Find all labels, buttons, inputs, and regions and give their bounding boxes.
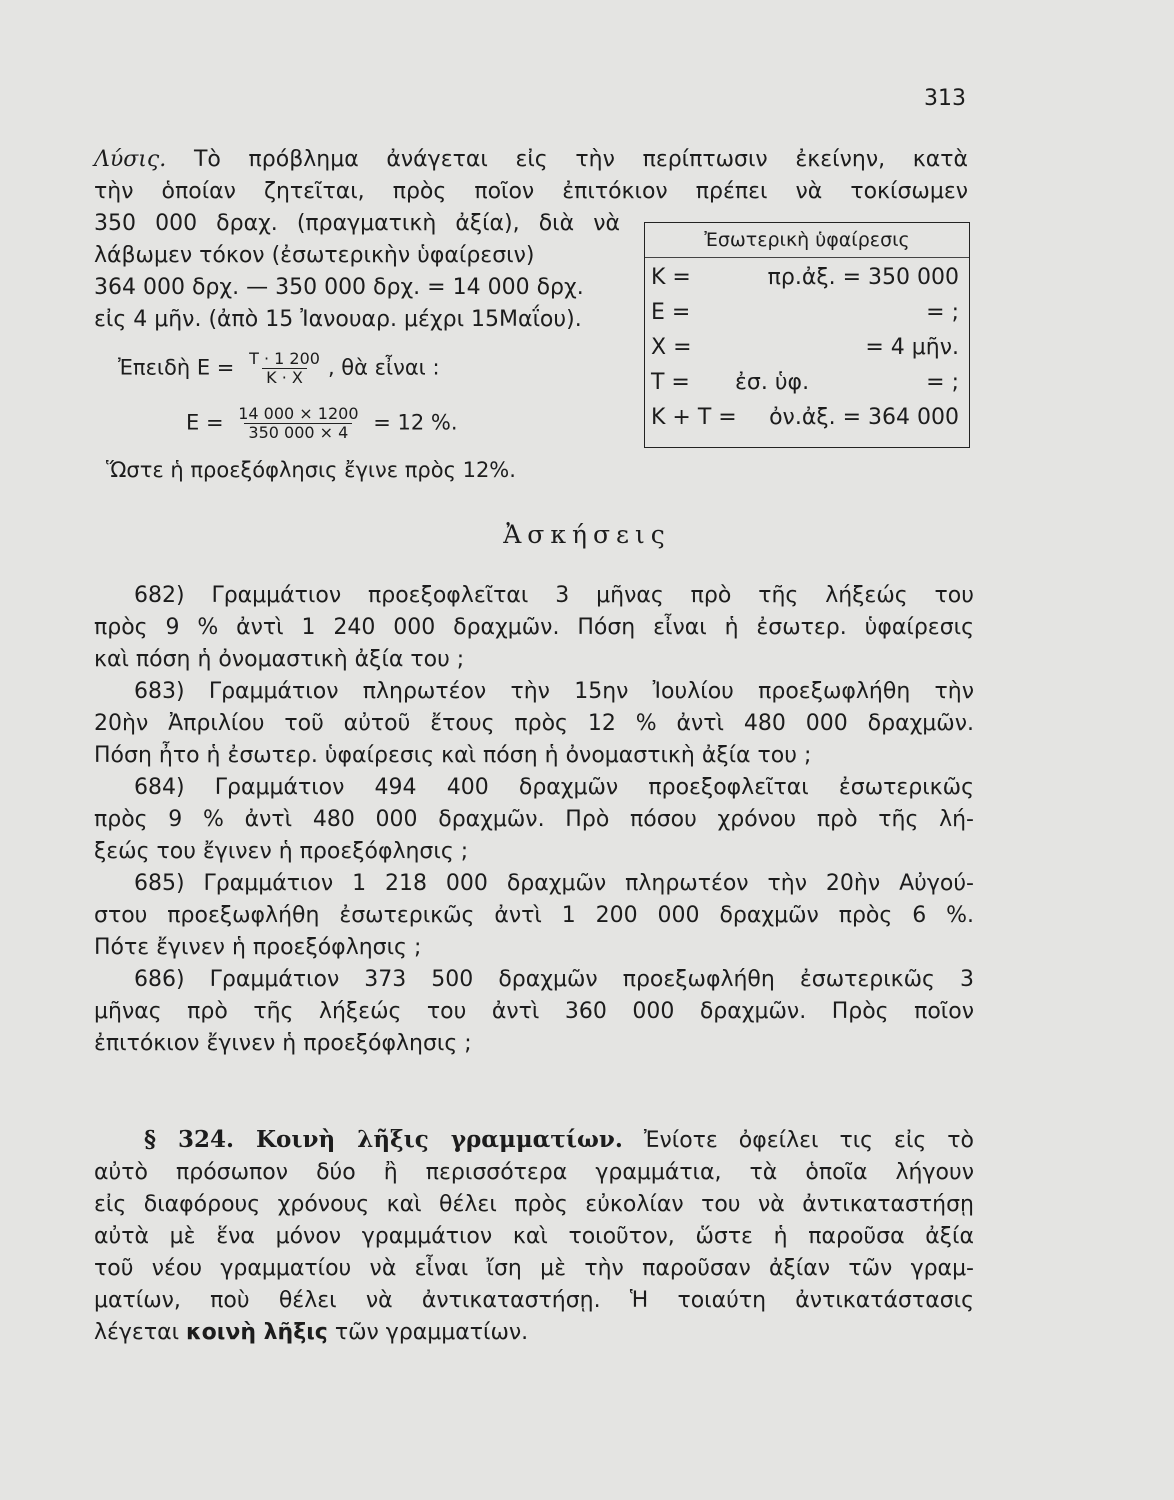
- solution-line: εἰς 4 μῆν. (ἀπὸ 15 Ἰανουαρ. μέχρι 15Μαΐου).: [94, 307, 582, 332]
- formula-conclusion: Ὥστε ἡ προεξόφλησις ἔγινε πρὸς 12%.: [106, 458, 516, 482]
- box-row: K = πρ.ἀξ. = 350 000: [651, 265, 959, 290]
- solution-line: 350 000 δραχ. (πραγματικὴ ἀξία), διὰ νὰ: [94, 211, 620, 236]
- exercise-line: ἐπιτόκιον ἔγινεν ἡ προεξόφλησις ;: [94, 1031, 472, 1056]
- section-line: § 324. Κοινὴ λῆξις γραμματίων. Ἐνίοτε ὀφείλει τις εἰς τὸ: [144, 1126, 974, 1153]
- section-line: αὐτὸ πρόσωπον δύο ἢ περισσότερα γραμμάτια, τὰ ὁποῖα λήγουν: [94, 1160, 974, 1185]
- formula-discount: Ἐπειδὴ E = $\frac{T \cdot 1 200}{K \cdot X}$ , θὰ εἶναι :: [118, 349, 440, 387]
- exercise-682: 682) Γραμμάτιον προεξοφλεῖται 3 μῆνας πρὸ τῆς λήξεώς του: [134, 583, 974, 608]
- fraction: $\frac{T \cdot 1 200}{K \cdot X}$: [249, 349, 320, 387]
- box-row: X = = 4 μῆν.: [651, 335, 959, 360]
- exercise-line: πρὸς 9 % ἀντὶ 480 000 δραχμῶν. Πρὸ πόσου χρόνου πρὸ τῆς λή-: [94, 807, 974, 832]
- solution-line: Λύσις. Τὸ πρόβλημα ἀνάγεται εἰς τὴν περίπτωσιν ἐκείνην, κατὰ: [94, 147, 969, 172]
- exercise-line: στου προεξωφλήθη ἐσωτερικῶς ἀντὶ 1 200 000 δραχμῶν πρὸς 6 %.: [94, 903, 974, 928]
- page-number: 313: [924, 86, 966, 111]
- section-title: § 324. Κοινὴ λῆξις γραμματίων.: [144, 1126, 623, 1153]
- internal-discount-box: [644, 222, 970, 448]
- box-row: K + T = ὀν.ἀξ. = 364 000: [651, 405, 959, 430]
- exercise-line: πρὸς 9 % ἀντὶ 1 240 000 δραχμῶν. Πόση εἶναι ἡ ἐσωτερ. ὑφαίρεσις: [94, 615, 974, 640]
- section-324: [94, 1124, 974, 1349]
- exercise-684: 684) Γραμμάτιον 494 400 δραχμῶν προεξοφλεῖται ἐσωτερικῶς: [134, 775, 974, 800]
- section-line: τοῦ νέου γραμματίου νὰ εἶναι ἴση μὲ τὴν παροῦσαν ἀξίαν τῶν γραμ-: [94, 1256, 974, 1281]
- exercise-line: μῆνας πρὸ τῆς λήξεώς του ἀντὶ 360 000 δραχμῶν. Πρὸς ποῖον: [94, 999, 974, 1024]
- fraction: $\frac{14 000 \times 1200}{350 000 \times 4}$: [238, 404, 359, 442]
- exercise-685: 685) Γραμμάτιον 1 218 000 δραχμῶν πληρωτέον τὴν 20ὴν Αὐγού-: [134, 871, 974, 896]
- exercise-line: Πότε ἔγινεν ἡ προεξόφλησις ;: [94, 935, 422, 960]
- exercise-line: ξεώς του ἔγινεν ἡ προεξόφλησις ;: [94, 839, 469, 864]
- term-bold: κοινὴ λῆξις: [186, 1320, 328, 1345]
- section-line: εἰς διαφόρους χρόνους καὶ θέλει πρὸς εὐκολίαν του νὰ ἀντικαταστήσῃ: [94, 1192, 974, 1217]
- box-row: E = = ;: [651, 300, 959, 325]
- solution-label: Λύσις.: [94, 147, 167, 172]
- solution-line: λάβωμεν τόκον (ἐσωτερικὴν ὑφαίρεσιν): [94, 243, 535, 268]
- exercise-line: Πόση ἦτο ἡ ἐσωτερ. ὑφαίρεσις καὶ πόση ἡ ὀνομαστικὴ ἀξία του ;: [94, 743, 812, 768]
- section-line: λέγεται κοινὴ λῆξις τῶν γραμματίων.: [94, 1320, 529, 1345]
- exercise-683: 683) Γραμμάτιον πληρωτέον τὴν 15ην Ἰουλίου προεξωφλήθη τὴν: [134, 679, 974, 704]
- solution-line: τὴν ὁποίαν ζητεῖται, πρὸς ποῖον ἐπιτόκιον πρέπει νὰ τοκίσωμεν: [94, 179, 968, 204]
- exercise-line: 20ὴν Ἀπριλίου τοῦ αὐτοῦ ἔτους πρὸς 12 % ἀντὶ 480 000 δραχμῶν.: [94, 711, 974, 736]
- exercise-686: 686) Γραμμάτιον 373 500 δραχμῶν προεξωφλήθη ἐσωτερικῶς 3: [134, 967, 974, 992]
- section-line: αὐτὰ μὲ ἕνα μόνον γραμμάτιον καὶ τοιοῦτον, ὥστε ἡ παροῦσα ἀξία: [94, 1224, 974, 1249]
- exercises-block: [94, 580, 974, 1060]
- exercise-line: καὶ πόση ἡ ὀνομαστικὴ ἀξία του ;: [94, 647, 465, 672]
- section-line: ματίων, ποὺ θέλει νὰ ἀντικαταστήσῃ. Ἡ τοιαύτη ἀντικατάστασις: [94, 1288, 974, 1313]
- solution-line: 364 000 δρχ. — 350 000 δρχ. = 14 000 δρχ.: [94, 275, 584, 300]
- box-row: T = ἐσ. ὑφ. = ;: [651, 370, 959, 395]
- exercises-heading: Ἀσκήσεις: [503, 520, 671, 549]
- box-title: Ἐσωτερικὴ ὑφαίρεσις: [645, 223, 969, 258]
- formula-calculation: E = $\frac{14 000 \times 1200}{350 000 \times 4}$ = 12 %.: [186, 404, 458, 442]
